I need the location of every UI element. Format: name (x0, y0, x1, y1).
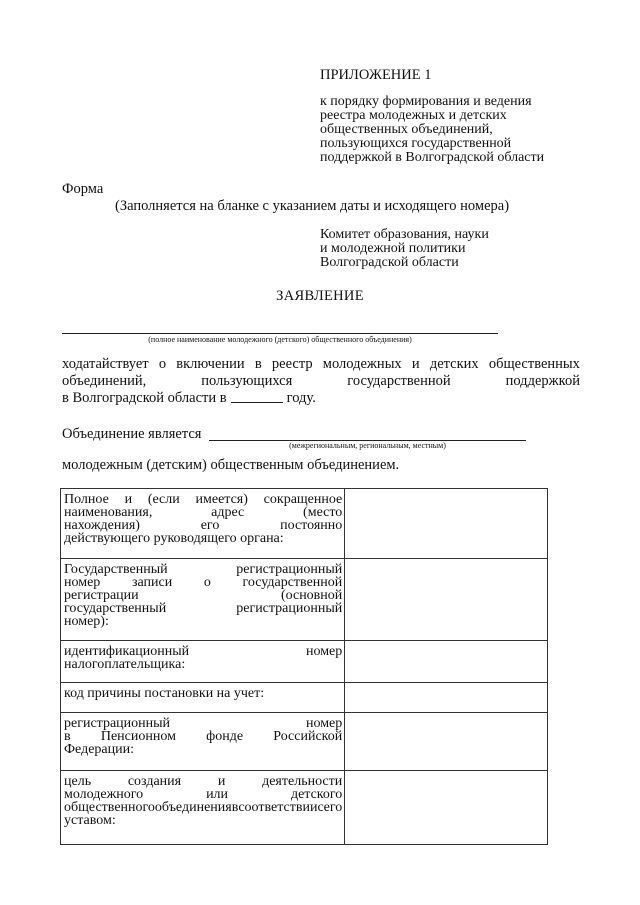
field-label-word: налогоплательщика: (64, 657, 186, 672)
field-value-cell[interactable] (345, 641, 548, 683)
field-label-word: номер (64, 575, 101, 590)
appendix-line: реестра молодежных и детских (320, 108, 507, 123)
appendix-line: к порядку формирования и ведения (320, 94, 532, 109)
field-label-word: (место (303, 505, 343, 520)
field-label-word: номер (305, 644, 343, 659)
field-label-word: нахождения) (64, 518, 140, 533)
field-value-cell[interactable] (345, 683, 548, 713)
field-label-word: Государственный (64, 562, 168, 577)
request-word: реестр (271, 356, 313, 372)
field-label-word: регистрационный (236, 562, 343, 577)
form-label: Форма (62, 181, 104, 197)
request-word: общественных (488, 356, 580, 372)
field-label-word: молодежного (64, 787, 144, 802)
field-label-word: его (200, 518, 220, 533)
field-label-line (64, 687, 342, 700)
request-word: государственной (347, 373, 451, 389)
field-label-word: о (203, 575, 211, 590)
field-label-cell (61, 559, 345, 641)
addressee-line: Комитет образования, науки (320, 227, 489, 242)
table-row (61, 713, 548, 771)
request-word: поддержкой (505, 373, 580, 389)
field-label-cell (61, 713, 345, 771)
field-label-word: постоянно (280, 518, 343, 533)
request-word: пользующихся (201, 373, 293, 389)
field-label-word: (если (147, 492, 180, 507)
field-label-line (64, 658, 342, 671)
field-label-word: регистрационный (64, 716, 171, 731)
table-row (61, 489, 548, 559)
association-label: Объединение является (62, 426, 202, 442)
field-label-word: и (124, 492, 133, 507)
field-label-word: регистрационный (236, 601, 343, 616)
field-label-word: идентификационный (64, 644, 190, 659)
field-label-word: Полное (64, 492, 109, 507)
request-word: молодежных (322, 356, 402, 372)
field-label-word: записи (131, 575, 173, 590)
field-label-word: фонде (206, 729, 244, 744)
field-value-cell[interactable] (345, 489, 548, 559)
field-label-word: и (217, 774, 226, 789)
field-label-word: в (64, 729, 71, 744)
field-label-word: государственный (64, 601, 167, 616)
table-row (61, 771, 548, 845)
field-label-word: сокращенное (263, 492, 343, 507)
addressee-line: Волгоградской области (320, 255, 459, 270)
field-label-word: номер (305, 716, 343, 731)
table-row (61, 641, 548, 683)
field-label-word: имеется) (195, 492, 248, 507)
field-label-word: регистрации (64, 588, 139, 603)
request-paragraph (62, 356, 580, 407)
appendix-line: поддержкой в Волгоградской области (320, 150, 545, 165)
field-label-word: адрес (211, 505, 245, 520)
appendix-title: ПРИЛОЖЕНИЕ 1 (320, 67, 432, 83)
request-word: в (254, 356, 262, 372)
document-title: ЗАЯВЛЕНИЕ (276, 288, 364, 304)
field-label-word: детского (290, 787, 343, 802)
field-label-word: действующего руководящего органа: (64, 531, 284, 546)
field-label-word: (основной (280, 588, 343, 603)
field-label-word: в (231, 800, 239, 815)
request-word: о (158, 356, 167, 372)
field-label-line (64, 532, 342, 545)
field-label-word: общественного (64, 800, 155, 815)
field-label-word: код причины постановки на учет: (64, 686, 265, 701)
addressee-line: и молодежной политики (320, 241, 466, 256)
field-label-word: его (323, 800, 343, 815)
field-label-word: Российской (273, 729, 343, 744)
appendix-line: пользующихся государственной (320, 136, 512, 151)
org-name-blank-line[interactable] (62, 333, 498, 334)
request-word: включении (176, 356, 245, 372)
request-line-2 (62, 373, 580, 390)
field-label-word: соответствии (238, 800, 318, 815)
request-word: детских (429, 356, 479, 372)
field-label-word: номер): (64, 614, 109, 629)
association-continuation: молодежным (детским) общественным объединением. (62, 457, 400, 473)
year-blank-field[interactable] (231, 390, 283, 403)
field-label-word: государственной (242, 575, 343, 590)
table-row (61, 559, 548, 641)
field-value-cell[interactable] (345, 771, 548, 845)
field-label-word: Пенсионном (100, 729, 176, 744)
field-label-word: наименования, (64, 505, 153, 520)
association-type-caption: (межрегиональным, региональным, местным) (289, 441, 446, 450)
table-row (61, 683, 548, 713)
appendix-description (320, 95, 590, 165)
request-year-prefix: в Волгоградской области в (62, 390, 227, 406)
field-label-word: создания (127, 774, 182, 789)
form-fill-note: (Заполняется на бланке с указанием даты и исходящего номера) (115, 198, 510, 214)
field-label-word: или (206, 787, 229, 802)
request-line-1 (62, 356, 580, 373)
field-label-cell (61, 771, 345, 845)
field-label-word: с (317, 800, 324, 815)
field-value-cell[interactable] (345, 559, 548, 641)
field-label-line (64, 814, 342, 827)
field-label-word: Федерации: (64, 742, 135, 757)
addressee-block (320, 228, 489, 270)
field-label-cell (61, 641, 345, 683)
field-label-word: цель (64, 774, 92, 789)
request-line-3 (62, 390, 580, 407)
request-word: и (411, 356, 420, 372)
field-label-line (64, 615, 342, 628)
field-label-cell (61, 489, 345, 559)
field-value-cell[interactable] (345, 713, 548, 771)
field-label-word: объединения (154, 800, 232, 815)
organization-info-table (60, 488, 548, 845)
field-label-line (64, 743, 342, 756)
request-word: ходатайствует (62, 356, 149, 372)
field-label-word: уставом: (64, 813, 116, 828)
org-name-caption: (полное наименование молодежного (детского) общественного объединения) (148, 335, 412, 344)
request-word: объединений, (62, 373, 147, 389)
field-label-cell (61, 683, 345, 713)
field-label-word: деятельности (262, 774, 343, 789)
appendix-line: общественных объединений, (320, 122, 493, 137)
request-year-suffix: году. (286, 390, 316, 406)
